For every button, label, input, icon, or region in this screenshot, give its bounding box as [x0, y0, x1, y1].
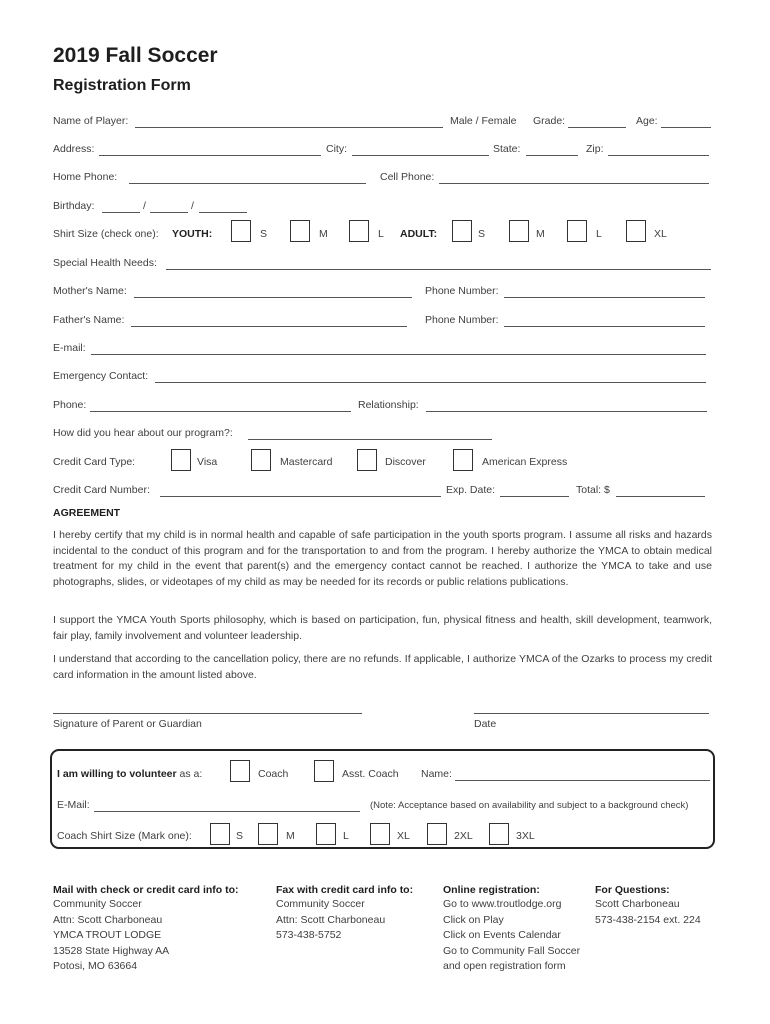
mothers-name-field[interactable] [134, 297, 412, 298]
state-label: State: [493, 143, 521, 155]
volunteer-asst-coach-label: Asst. Coach [342, 768, 399, 780]
how-did-you-hear-label: How did you hear about our program?: [53, 427, 233, 439]
age-field[interactable] [661, 127, 711, 128]
exp-date-field[interactable] [500, 496, 569, 497]
date-field[interactable] [474, 713, 709, 714]
volunteer-coach-label: Coach [258, 768, 289, 780]
shirt-size-label: Shirt Size (check one): [53, 228, 159, 240]
coach-shirt-s-checkbox[interactable] [210, 823, 230, 845]
special-health-label: Special Health Needs: [53, 257, 157, 269]
emergency-contact-field[interactable] [155, 382, 706, 383]
age-label: Age: [636, 115, 658, 127]
city-field[interactable] [352, 155, 489, 156]
volunteer-email-label: E-Mail: [57, 799, 90, 811]
mother-phone-label: Phone Number: [425, 285, 499, 297]
fathers-name-field[interactable] [131, 326, 407, 327]
adult-xl-checkbox[interactable] [626, 220, 646, 242]
volunteer-asst-coach-checkbox[interactable] [314, 760, 334, 782]
volunteer-name-label: Name: [421, 768, 452, 780]
footer-mail-column [53, 884, 239, 975]
visa-checkbox[interactable] [171, 449, 191, 471]
total-label: Total: $ [576, 484, 610, 496]
american-express-checkbox[interactable] [453, 449, 473, 471]
home-phone-label: Home Phone: [53, 171, 118, 183]
coach-shirt-l-label: L [343, 830, 349, 842]
agreement-paragraph-2: I support the YMCA Youth Sports philosophy, which is based on participation, fun, physical fitness and health, skill development, teamwork, fair play, family involvement and volunteer leadership. [53, 614, 712, 642]
volunteer-email-field[interactable] [94, 811, 360, 812]
coach-shirt-m-checkbox[interactable] [258, 823, 278, 845]
birthday-day-field[interactable] [150, 212, 188, 213]
date-label: Date [474, 718, 497, 730]
footer-questions-line: 573-438-2154 ext. 224 [595, 913, 701, 926]
signature-label: Signature of Parent or Guardian [53, 718, 202, 730]
adult-s-label: S [478, 228, 486, 240]
footer-mail-line: Potosi, MO 63664 [53, 960, 138, 973]
exp-date-label: Exp. Date: [446, 484, 496, 496]
form-subtitle: Registration Form [53, 77, 191, 94]
footer-mail-line: YMCA TROUT LODGE [53, 929, 162, 942]
coach-shirt-2xl-checkbox[interactable] [427, 823, 447, 845]
coach-shirt-l-checkbox[interactable] [316, 823, 336, 845]
cell-phone-field[interactable] [439, 183, 709, 184]
footer-fax-column [276, 884, 413, 944]
coach-shirt-xl-checkbox[interactable] [370, 823, 390, 845]
father-phone-field[interactable] [504, 326, 705, 327]
coach-shirt-3xl-checkbox[interactable] [489, 823, 509, 845]
footer-online-line: and open registration form [443, 960, 566, 973]
grade-field[interactable] [568, 127, 626, 128]
name-of-player-label: Name of Player: [53, 115, 129, 127]
footer-online-line[interactable]: Go to www.troutlodge.org [443, 898, 562, 910]
coach-shirt-s-label: S [236, 830, 244, 842]
discover-label: Discover [385, 456, 426, 468]
adult-l-checkbox[interactable] [567, 220, 587, 242]
adult-m-checkbox[interactable] [509, 220, 529, 242]
volunteer-note: (Note: Acceptance based on availability and subject to a background check) [370, 800, 689, 811]
zip-label: Zip: [586, 143, 604, 155]
name-of-player-field[interactable] [135, 127, 443, 128]
relationship-field[interactable] [426, 411, 707, 412]
coach-shirt-3xl-label: 3XL [516, 830, 535, 842]
footer-mail-line: 13528 State Highway AA [53, 944, 170, 957]
footer-fax-line: Community Soccer [276, 898, 365, 910]
coach-shirt-size-label: Coach Shirt Size (Mark one): [57, 830, 192, 842]
birthday-year-field[interactable] [199, 212, 247, 213]
signature-field[interactable] [53, 713, 362, 714]
relationship-label: Relationship: [358, 399, 419, 411]
male-female-label: Male / Female [450, 115, 517, 127]
footer-fax-line: Attn: Scott Charboneau [276, 913, 386, 926]
adult-s-checkbox[interactable] [452, 220, 472, 242]
coach-shirt-xl-label: XL [397, 830, 410, 842]
total-field[interactable] [616, 496, 705, 497]
birthday-label: Birthday: [53, 200, 95, 212]
youth-label: YOUTH: [172, 228, 213, 240]
birthday-month-field[interactable] [102, 212, 140, 213]
agreement-paragraph-3: I understand that according to the cancellation policy, there are no refunds. If applicable, I authorize YMCA of the Ozarks to process my credit card information in the amount listed above. [53, 653, 712, 681]
birthday-slash: / [191, 200, 194, 212]
youth-l-label: L [378, 228, 384, 240]
state-field[interactable] [526, 155, 578, 156]
agreement-heading: AGREEMENT [53, 507, 121, 519]
footer-online-line: Click on Events Calendar [443, 929, 561, 942]
mother-phone-field[interactable] [504, 297, 705, 298]
credit-card-number-label: Credit Card Number: [53, 484, 150, 496]
footer-mail-heading: Mail with check or credit card info to: [53, 884, 239, 896]
coach-shirt-2xl-label: 2XL [454, 830, 473, 842]
footer-fax-line: 573-438-5752 [276, 929, 342, 942]
coach-shirt-m-label: M [286, 830, 295, 842]
address-field[interactable] [99, 155, 321, 156]
visa-label: Visa [197, 456, 218, 468]
youth-s-checkbox[interactable] [231, 220, 251, 242]
volunteer-name-field[interactable] [455, 780, 710, 781]
volunteer-willing-label: I am willing to volunteer as a: [57, 768, 203, 780]
youth-s-label: S [260, 228, 268, 240]
mothers-name-label: Mother's Name: [53, 285, 127, 297]
emergency-phone-label: Phone: [53, 399, 87, 411]
email-field[interactable] [91, 354, 706, 355]
city-label: City: [326, 143, 347, 155]
footer-mail-line: Community Soccer [53, 898, 142, 910]
cell-phone-label: Cell Phone: [380, 171, 435, 183]
mastercard-label: Mastercard [280, 456, 333, 468]
footer-fax-heading: Fax with credit card info to: [276, 884, 414, 896]
home-phone-field[interactable] [129, 183, 366, 184]
grade-label: Grade: [533, 115, 566, 127]
address-label: Address: [53, 143, 95, 155]
footer-mail-line: Attn: Scott Charboneau [53, 913, 163, 926]
adult-xl-label: XL [654, 228, 667, 240]
email-label: E-mail: [53, 342, 86, 354]
youth-m-checkbox[interactable] [290, 220, 310, 242]
fathers-name-label: Father's Name: [53, 314, 125, 326]
footer-online-column [443, 884, 580, 975]
footer-questions-heading: For Questions: [595, 884, 670, 896]
birthday-slash: / [143, 200, 146, 212]
adult-l-label: L [596, 228, 602, 240]
emergency-phone-field[interactable] [90, 411, 351, 412]
footer-online-line: Go to Community Fall Soccer [443, 944, 581, 957]
youth-m-label: M [319, 228, 328, 240]
how-did-you-hear-field[interactable] [248, 439, 492, 440]
footer-online-heading: Online registration: [443, 884, 540, 896]
special-health-field[interactable] [166, 269, 711, 270]
adult-m-label: M [536, 228, 545, 240]
mastercard-checkbox[interactable] [251, 449, 271, 471]
youth-l-checkbox[interactable] [349, 220, 369, 242]
form-title: 2019 Fall Soccer [53, 44, 218, 67]
father-phone-label: Phone Number: [425, 314, 499, 326]
agreement-paragraph-1: I hereby certify that my child is in normal health and capable of safe participation in the youth sports program. I assume all risks and hazards incidental to the conduct of this program and for the transportation to and from the program. I hereby authorize the YMCA to obtain medical treatment for my child in the event that parent(s) and the emergency contact cannot be reached. I authorize the YMCA to take and use photographs, slides, or videotapes of my child as may be needed for its records or public relations publications. [53, 529, 712, 588]
volunteer-coach-checkbox[interactable] [230, 760, 250, 782]
footer-questions-line: Scott Charboneau [595, 898, 680, 910]
footer-questions-column [595, 884, 701, 928]
credit-card-type-label: Credit Card Type: [53, 456, 136, 468]
footer-online-line: Click on Play [443, 913, 504, 926]
credit-card-number-field[interactable] [160, 496, 441, 497]
discover-checkbox[interactable] [357, 449, 377, 471]
emergency-contact-label: Emergency Contact: [53, 370, 149, 382]
american-express-label: American Express [482, 456, 568, 468]
adult-label: ADULT: [400, 228, 438, 240]
zip-field[interactable] [608, 155, 709, 156]
